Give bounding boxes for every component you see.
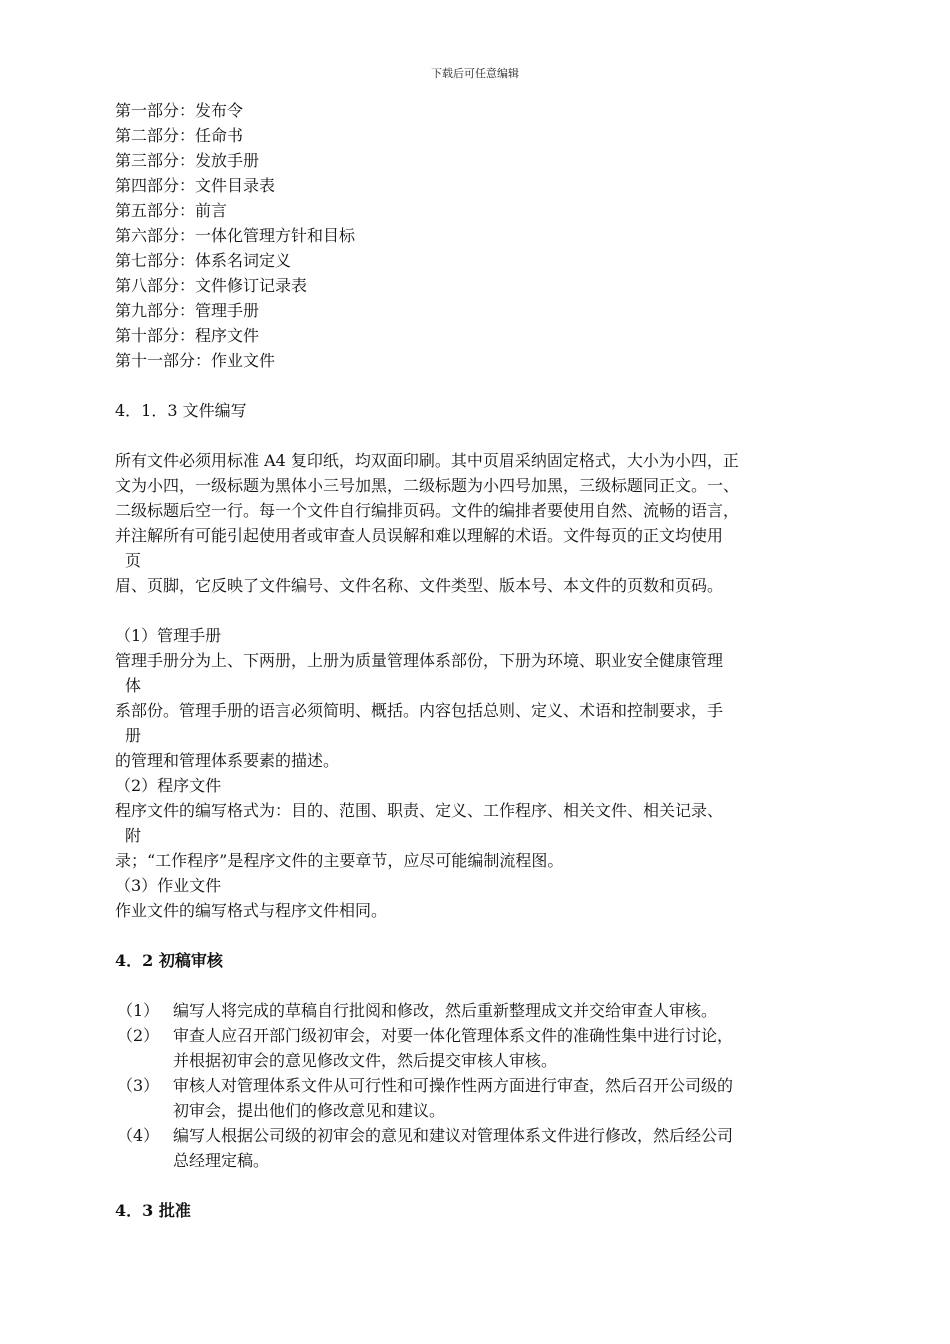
page-header-note: 下载后可任意编辑 [431, 67, 519, 80]
list-item-line: 总经理定稿。 [173, 1151, 270, 1170]
paragraph-line: 的管理和管理体系要素的描述。 [115, 751, 340, 770]
section-heading-4-1-3: 4．1．3 文件编写 [115, 401, 247, 420]
toc-item: 第八部分：文件修订记录表 [115, 276, 308, 295]
paragraph-document-writing [115, 448, 855, 598]
review-steps-list [115, 998, 855, 1173]
paragraph-line: 并注解所有可能引起使用者或审查人员误解和难以理解的术语。文件每页的正文均使用 [115, 526, 724, 545]
toc-item: 第九部分：管理手册 [115, 301, 260, 320]
paragraph-work-documents [115, 898, 855, 923]
list-item-text [173, 1073, 855, 1123]
list-item-number: （2） [117, 1026, 160, 1045]
paragraph-line: 程序文件的编写格式为：目的、范围、职责、定义、工作程序、相关文件、相关记录、 [115, 801, 724, 820]
toc-item: 第一部分：发布令 [115, 101, 244, 120]
paragraph-line: 作业文件的编写格式与程序文件相同。 [115, 901, 388, 920]
list-item-text [173, 1123, 855, 1173]
list-item-text [173, 1023, 855, 1073]
subheading-management-manual: （1）管理手册 [115, 626, 222, 645]
list-item [115, 1073, 855, 1123]
list-item-line: 审核人对管理体系文件从可行性和可操作性两方面进行审查，然后召开公司级的 [173, 1076, 734, 1095]
section-heading-4-3: 4．3 批准 [115, 1201, 191, 1220]
document-body [115, 98, 855, 1223]
list-item-number: （1） [117, 1001, 160, 1020]
paragraph-line: 管理手册分为上、下两册，上册为质量管理体系部份，下册为环境、职业安全健康管理 [115, 651, 724, 670]
list-item-line: 编写人将完成的草稿自行批阅和修改，然后重新整理成文并交给审查人审核。 [173, 1001, 718, 1020]
toc-item: 第十一部分：作业文件 [115, 351, 276, 370]
toc-item: 第十部分：程序文件 [115, 326, 260, 345]
paragraph-procedure-documents [115, 798, 855, 873]
list-item-line: 审查人应召开部门级初审会，对要一体化管理体系文件的准确性集中进行讨论， [173, 1026, 734, 1045]
list-item-line: 编写人根据公司级的初审会的意见和建议对管理体系文件进行修改，然后经公司 [173, 1126, 734, 1145]
subheading-procedure-documents: （2）程序文件 [115, 776, 222, 795]
paragraph-line: 眉、页脚，它反映了文件编号、文件名称、文件类型、版本号、本文件的页数和页码。 [115, 576, 724, 595]
paragraph-line: 文为小四，一级标题为黑体小三号加黑，二级标题为小四号加黑，三级标题同正文。一、 [115, 476, 740, 495]
paragraph-line: 体 [125, 676, 142, 695]
list-item-line: 初审会，提出他们的修改意见和建议。 [173, 1101, 446, 1120]
section-heading-4-2: 4．2 初稿审核 [115, 951, 223, 970]
list-item-number: （3） [117, 1076, 160, 1095]
toc-item: 第六部分：一体化管理方针和目标 [115, 226, 356, 245]
list-item-line: 并根据初审会的意见修改文件，然后提交审核人审核。 [173, 1051, 558, 1070]
list-item-text [173, 998, 855, 1023]
paragraph-line: 所有文件必须用标准 A4 复印纸，均双面印刷。其中页眉采纳固定格式，大小为小四，正 [115, 451, 739, 470]
toc-item: 第七部分：体系名词定义 [115, 251, 292, 270]
toc-item: 第四部分：文件目录表 [115, 176, 276, 195]
list-item [115, 998, 855, 1023]
list-item [115, 1123, 855, 1173]
table-of-contents [115, 98, 855, 373]
subheading-work-documents: （3）作业文件 [115, 876, 222, 895]
paragraph-line: 录；“工作程序”是程序文件的主要章节，应尽可能编制流程图。 [115, 851, 564, 870]
paragraph-line: 册 [125, 726, 142, 745]
list-item-number: （4） [117, 1126, 160, 1145]
paragraph-line: 附 [125, 826, 142, 845]
paragraph-line: 系部份。管理手册的语言必须简明、概括。内容包括总则、定义、术语和控制要求，手 [115, 701, 724, 720]
toc-item: 第二部分：任命书 [115, 126, 244, 145]
list-item [115, 1023, 855, 1073]
toc-item: 第三部分：发放手册 [115, 151, 260, 170]
paragraph-line: 页 [125, 551, 142, 570]
paragraph-management-manual [115, 648, 855, 773]
toc-item: 第五部分：前言 [115, 201, 228, 220]
paragraph-line: 二级标题后空一行。每一个文件自行编排页码。文件的编排者要使用自然、流畅的语言， [115, 501, 740, 520]
